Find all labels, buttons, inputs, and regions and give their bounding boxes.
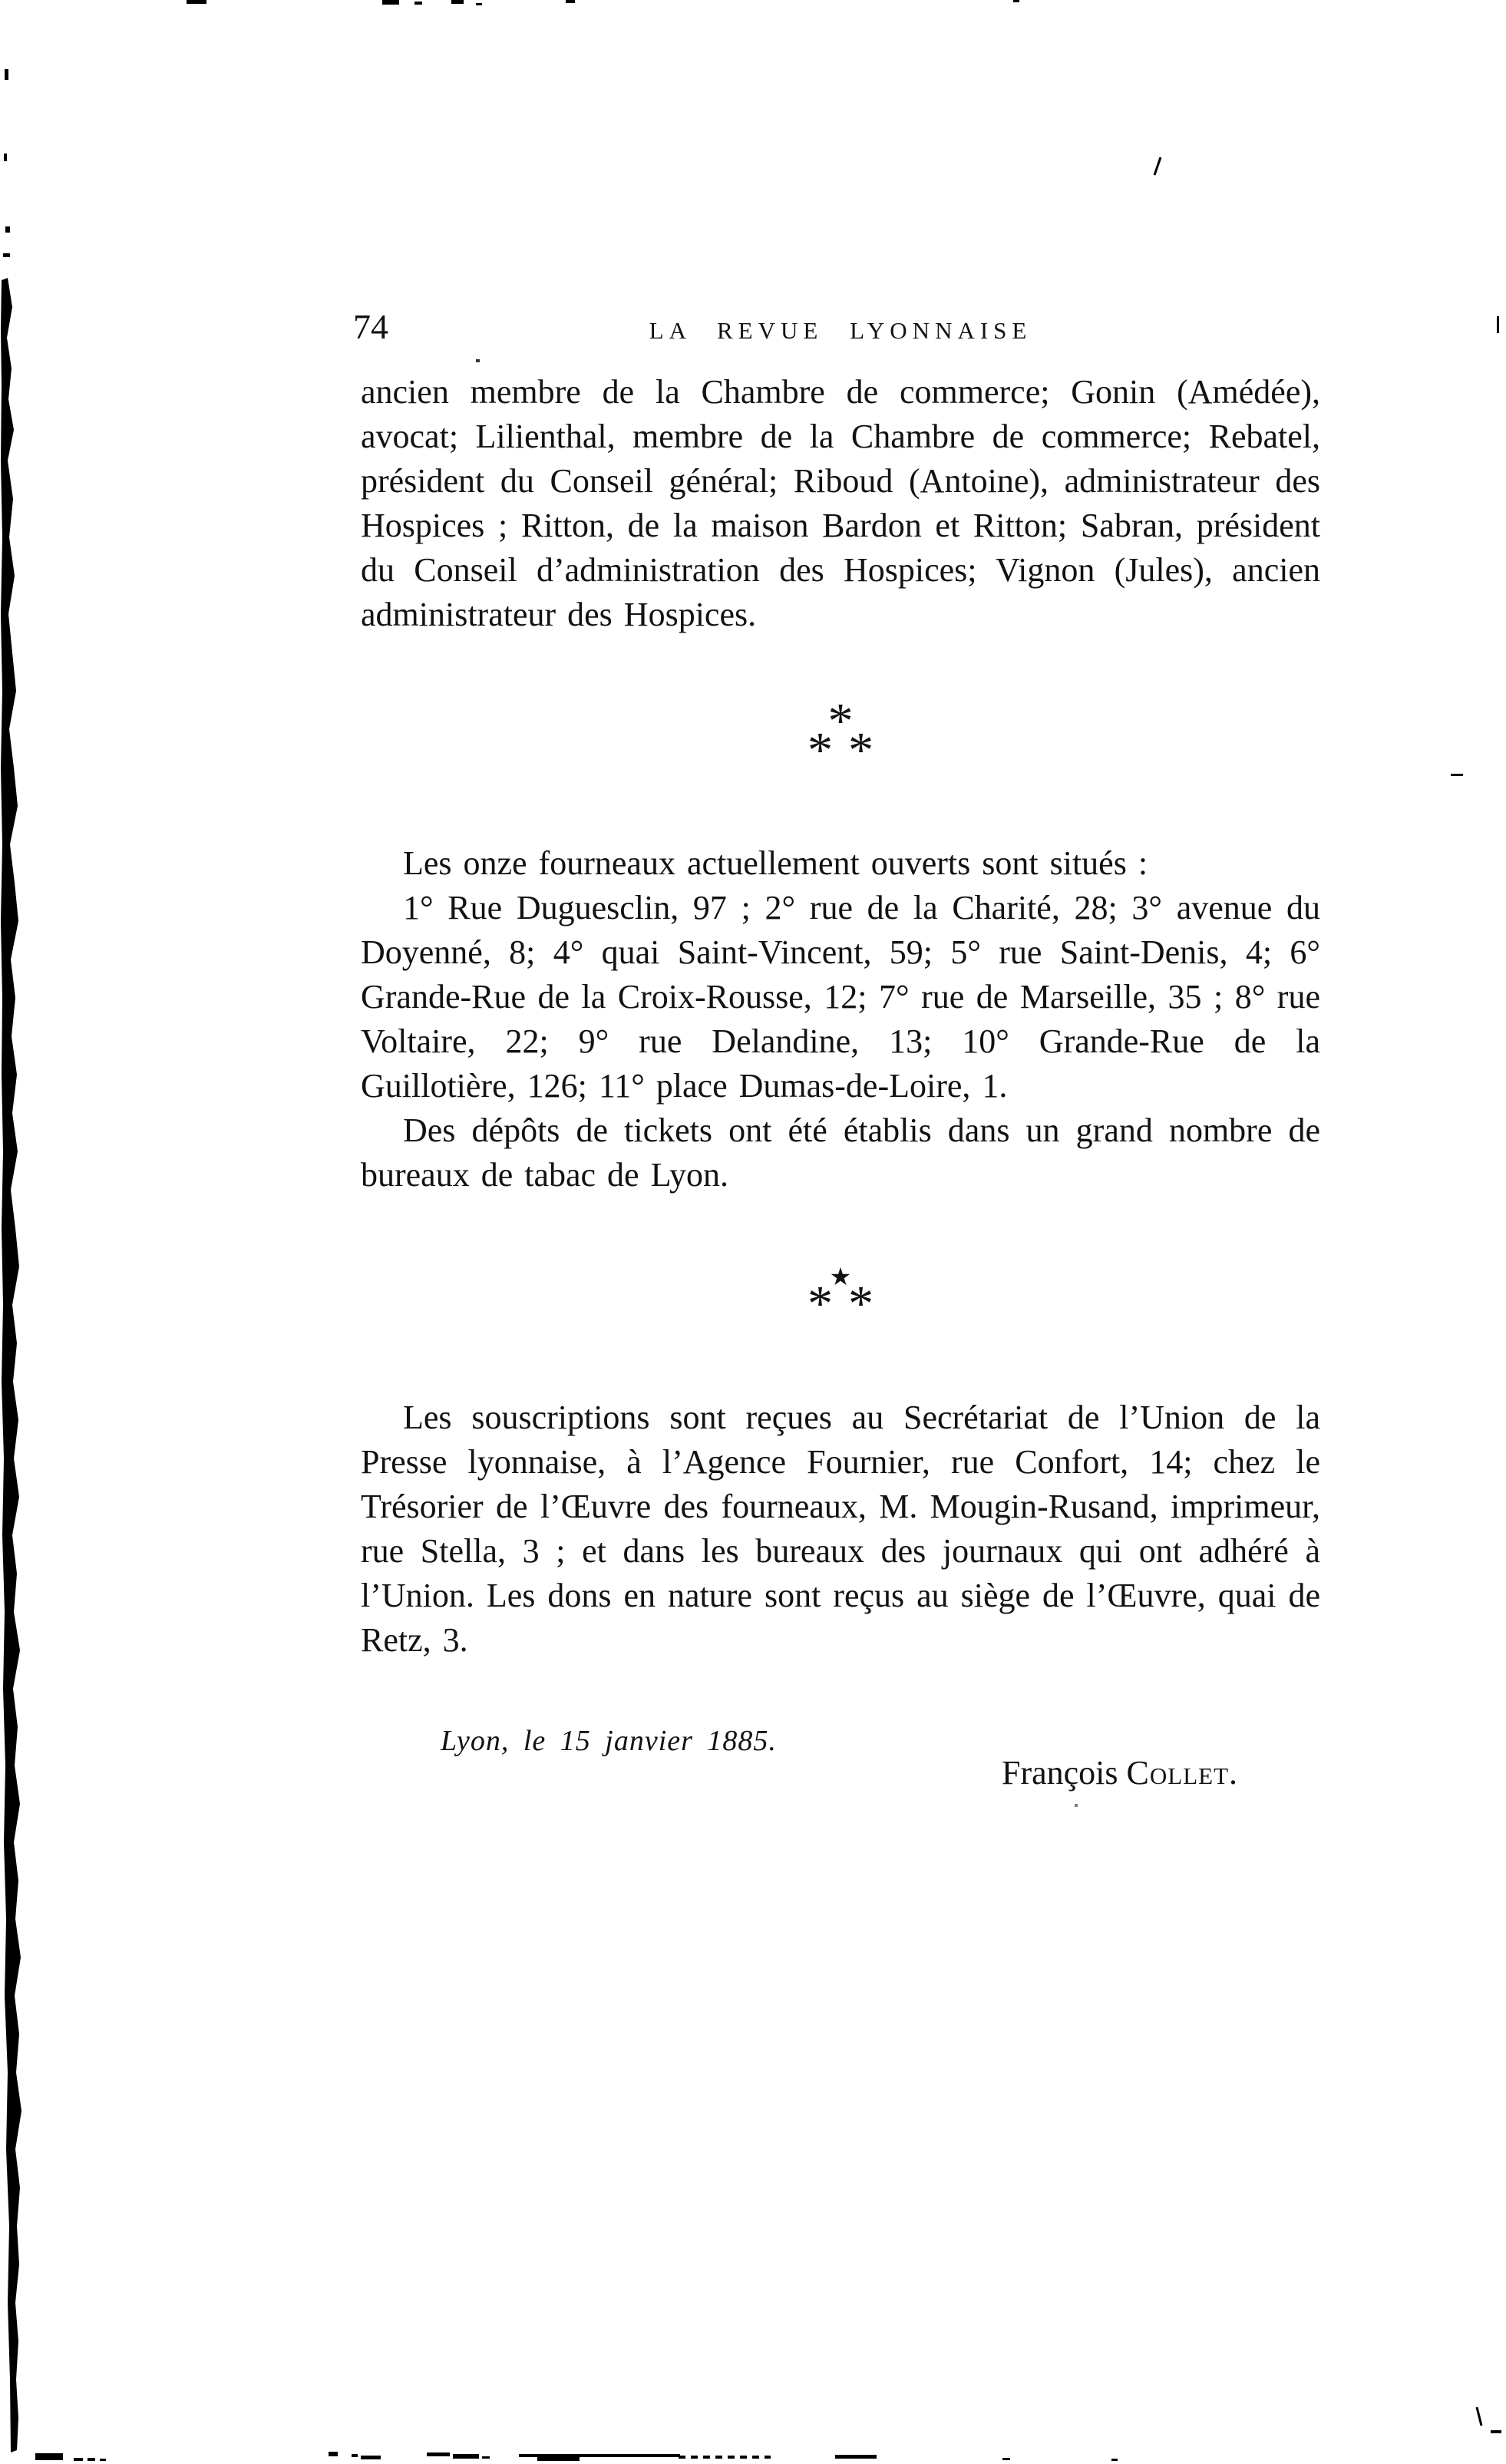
paragraph-subscriptions bbox=[361, 1395, 1320, 1663]
paragraph-tickets: Des dépôts de tickets ont été établis dans un grand nombre de bureaux de tabac de Lyon. bbox=[361, 1111, 1320, 1194]
scan-artifact-left-edge bbox=[1, 278, 21, 2452]
paragraph-members bbox=[361, 370, 1320, 637]
section-separator-1 bbox=[361, 693, 1320, 778]
asterisk-icon: * bbox=[807, 722, 833, 778]
signature bbox=[1002, 1753, 1238, 1792]
paragraph-furnaces bbox=[361, 841, 1320, 1197]
running-title: LA REVUE LYONNAISE bbox=[649, 317, 1032, 344]
dateline: Lyon, le 15 janvier 1885. bbox=[441, 1725, 777, 1757]
furnaces-list: 1° Rue Duguesclin, 97 ; 2° rue de la Charité, 28; 3° avenue du Doyenné, 8; 4° quai Saint-Vincent, 59; 5° rue Saint-Denis, 4; 6° Grande-Rue de la Croix-Rousse, 12; 7° rue de Marseille, 35 ; 8° rue Voltaire, 22; 9° rue Delandine, 13; 10° Grande-Rue de la Guillotière, 126; 11° place Dumas-de-Loire, 1. bbox=[361, 889, 1320, 1105]
page-number: 74 bbox=[353, 307, 388, 346]
signature-family-name: Collet. bbox=[1126, 1754, 1239, 1792]
paragraph-text: ancien membre de la Chambre de commerce; Gonin (Amédée), avocat; Lilienthal, membre de la Chambre de commerce; Rebatel, président du Conseil général; Riboud (Antoine), administrateur des Hospices ; Ritton, de la maison Bardon et Ritton; Sabran, président du Conseil d’administration des Hospices; Vignon (Jules), ancien administrateur des Hospices. bbox=[361, 373, 1320, 633]
asterisk-icon: * bbox=[848, 722, 874, 778]
paragraph-text: Les souscriptions sont reçues au Secrétariat de l’Union de la Presse lyonnaise, à l’Agence Fournier, rue Confort, 14; chez le Trésorier de l’Œuvre des fourneaux, M. Mougin-Rusand, imprimeur, rue Stella, 3 ; et dans les bureaux des journaux qui ont adhéré à l’Union. Les dons en nature sont reçus au siège de l’Œuvre, quai de Retz, 3. bbox=[361, 1399, 1320, 1659]
furnaces-intro: Les onze fourneaux actuellement ouverts sont situés : bbox=[403, 844, 1148, 882]
section-separator-2 bbox=[361, 1263, 1320, 1332]
asterisk-icon: * bbox=[848, 1276, 874, 1332]
asterisk-icon: * bbox=[827, 693, 854, 749]
signature-given-name: François bbox=[1002, 1754, 1118, 1792]
asterisk-icon: * bbox=[807, 1276, 833, 1332]
asterisk-pair bbox=[361, 1276, 1320, 1332]
asterisk-pair bbox=[361, 722, 1320, 778]
star-icon: ★ bbox=[829, 1263, 852, 1290]
